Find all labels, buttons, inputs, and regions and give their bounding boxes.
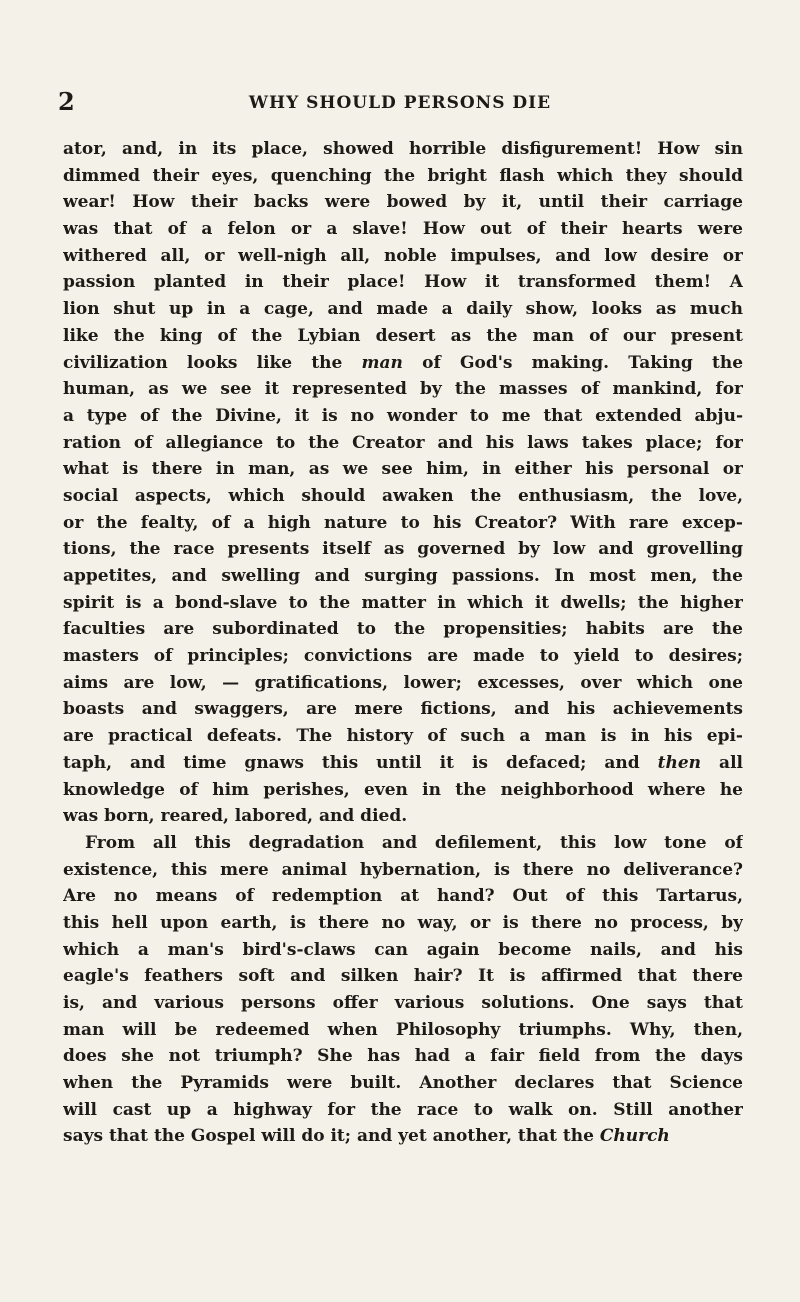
- text-line: ration of allegiance to the Creator and his laws takes place; for: [63, 432, 743, 453]
- text-line: aims are low, — gratifications, lower; excesses, over which one: [63, 672, 743, 693]
- text-line: masters of principles; convictions are made to yield to desires;: [63, 646, 743, 667]
- text-line: taph, and time gnaws this until it is defaced; and then all: [63, 752, 743, 773]
- text-line: withered all, or well-nigh all, noble impulses, and low desire or: [63, 245, 743, 266]
- text-line: boasts and swaggers, are mere fictions, and his achievements: [63, 699, 743, 720]
- text-line: appetites, and swelling and surging passions. In most men, the: [63, 566, 743, 586]
- text-line: lion shut up in a cage, and made a daily show, looks as much: [63, 299, 743, 320]
- text-line: says that the Gospel will do it; and yet another, that the Church: [63, 1126, 670, 1147]
- text-line: is, and various persons offer various solutions. One says that: [63, 993, 743, 1013]
- text-line: what is there in man, as we see him, in either his personal or: [63, 459, 743, 480]
- text-line: are practical defeats. The history of such a man is in his epi-: [63, 726, 743, 747]
- text-line: social aspects, which should awaken the enthusiasm, the love,: [63, 485, 743, 506]
- text-line: faculties are subordinated to the propensities; habits are the: [63, 619, 743, 640]
- text-line: was born, reared, labored, and died.: [63, 806, 408, 827]
- text-line: Are no means of redemption at hand? Out of this Tartarus,: [63, 886, 743, 907]
- page-header: [58, 88, 742, 116]
- text-line: does she not triumph? She has had a fair field from the days: [63, 1046, 743, 1067]
- text-line: dimmed their eyes, quenching the bright flash which they should: [63, 165, 743, 186]
- text-line: will cast up a highway for the race to walk on. Still another: [63, 1099, 743, 1120]
- page-number: 2: [58, 87, 75, 116]
- text-line: ator, and, in its place, showed horrible disfigurement! How sin: [63, 139, 743, 159]
- text-line: spirit is a bond-slave to the matter in which it dwells; the higher: [63, 592, 743, 613]
- text-line: existence, this mere animal hybernation, is there no deliverance?: [63, 859, 743, 880]
- text-line: knowledge of him perishes, even in the neighborhood where he: [63, 779, 743, 800]
- body-text: [63, 136, 743, 1150]
- text-line: wear! How their backs were bowed by it, until their carriage: [63, 192, 743, 213]
- text-line: this hell upon earth, is there no way, or is there no process, by: [63, 912, 743, 933]
- text-line: was that of a felon or a slave! How out of their hearts were: [63, 219, 743, 240]
- text-line: like the king of the Lybian desert as the man of our present: [63, 325, 743, 346]
- text-line: when the Pyramids were built. Another declares that Science: [63, 1073, 743, 1094]
- text-line: a type of the Divine, it is no wonder to me that extended abju-: [63, 405, 743, 426]
- text-line: From all this degradation and defilement, this low tone of: [85, 832, 743, 853]
- text-line: eagle's feathers soft and silken hair? It is affirmed that there: [63, 966, 743, 987]
- text-line: or the fealty, of a high nature to his Creator? With rare excep-: [63, 512, 743, 533]
- text-line: man will be redeemed when Philosophy triumphs. Why, then,: [63, 1019, 743, 1040]
- running-head: WHY SHOULD PERSONS DIE: [248, 93, 552, 113]
- text-line: human, as we see it represented by the masses of mankind, for: [63, 379, 743, 400]
- text-line: tions, the race presents itself as governed by low and grovelling: [63, 539, 743, 560]
- text-line: civilization looks like the man of God's making. Taking the: [63, 352, 743, 373]
- text-line: which a man's bird's-claws can again become nails, and his: [63, 939, 743, 960]
- text-line: passion planted in their place! How it transformed them! A: [63, 272, 743, 293]
